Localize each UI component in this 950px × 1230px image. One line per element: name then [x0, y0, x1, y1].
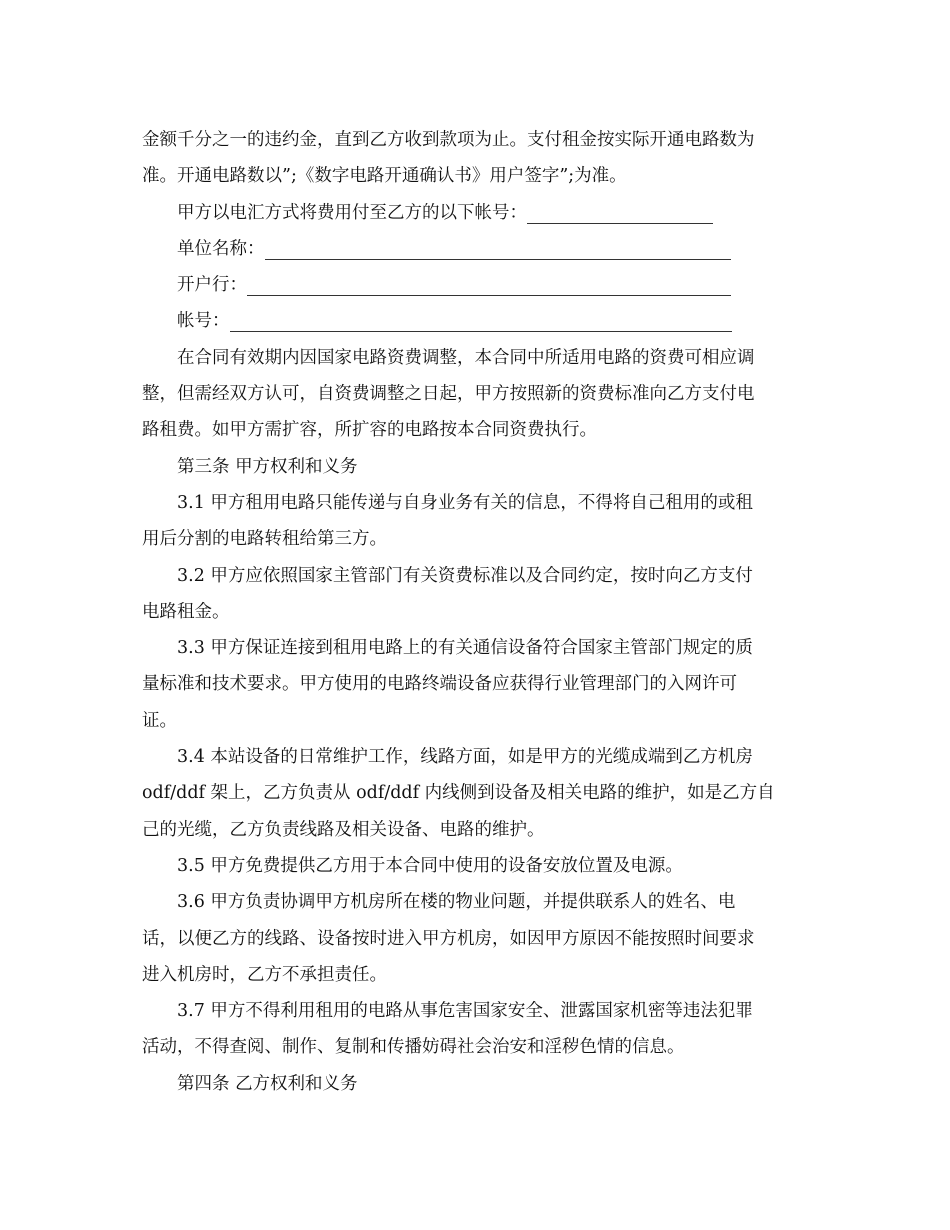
text-line: 在合同有效期内因国家电路资费调整，本合同中所适用电路的资费可相应调: [177, 347, 755, 368]
text-line: 3.4 本站设备的日常维护工作，线路方面，如是甲方的光缆成端到乙方机房: [177, 747, 753, 768]
text-line: 话，以便乙方的线路、设备按时进入甲方机房，如因甲方原因不能按照时间要求: [142, 928, 755, 949]
text-line: 己的光缆，乙方负责线路及相关设备、电路的维护。: [142, 819, 545, 840]
text-line: odf/ddf 架上，乙方负责从 odf/ddf 内线侧到设备及相关电路的维护，如是乙方自: [142, 783, 775, 804]
text-line: 金额千分之一的违约金，直到乙方收到款项为止。支付租金按实际开通电路数为: [142, 130, 755, 150]
paragraph-penalty: [142, 122, 812, 195]
clause-3-6: [142, 884, 812, 993]
paragraph-tariff-adjust: [142, 340, 812, 449]
text-line: 整，但需经双方认可，自资费调整之日起，甲方按照新的资费标准向乙方支付电: [142, 384, 755, 405]
contract-page: [142, 122, 812, 1102]
clause-3-2: [142, 558, 812, 631]
account-label: 帐号：: [177, 311, 230, 332]
clause-3-3: [142, 630, 812, 739]
text-line: 3.7 甲方不得利用租用的电路从事危害国家安全、泄露国家机密等违法犯罪: [177, 1001, 753, 1022]
text-line: 路租费。如甲方需扩容，所扩容的电路按本合同资费执行。: [142, 420, 597, 441]
unit-name-blank: [265, 237, 731, 260]
pay-account-line: [142, 195, 812, 231]
text-line: 3.3 甲方保证连接到租用电路上的有关通信设备符合国家主管部门规定的质: [177, 638, 753, 659]
text-line: 活动，不得查阅、制作、复制和传播妨碍社会治安和淫秽色情的信息。: [142, 1037, 685, 1058]
text-line: 量标准和技术要求。甲方使用的电路终端设备应获得行业管理部门的入网许可: [142, 674, 737, 695]
pay-account-blank: [527, 201, 713, 224]
clause-3-7: [142, 993, 812, 1066]
account-blank: [230, 309, 732, 332]
text-line: 电路租金。: [142, 601, 230, 622]
text-line: 进入机房时，乙方不承担责任。: [142, 964, 387, 985]
bank-line: [142, 267, 812, 303]
text-line: 3.2 甲方应依照国家主管部门有关资费标准以及合同约定，按时向乙方支付: [177, 565, 753, 586]
pay-account-label: 甲方以电汇方式将费用付至乙方的以下帐号：: [177, 202, 527, 223]
unit-name-label: 单位名称：: [177, 238, 265, 259]
text-line: 3.5 甲方免费提供乙方用于本合同中使用的设备安放位置及电源。: [177, 855, 683, 876]
clause-3-1: [142, 485, 812, 558]
text-line: 3.1 甲方租用电路只能传递与自身业务有关的信息，不得将自己租用的或租: [177, 492, 753, 513]
text-line: 准。开通电路数以”;《数字电路开通确认书》用户签字”;为准。: [142, 166, 627, 187]
bank-label: 开户行：: [177, 275, 247, 296]
unit-name-line: [142, 231, 812, 267]
article-3-heading: 第三条 甲方权利和义务: [177, 456, 358, 477]
text-line: 3.6 甲方负责协调甲方机房所在楼的物业问题，并提供联系人的姓名、电: [177, 892, 736, 913]
article-4-heading: 第四条 乙方权利和义务: [177, 1073, 358, 1094]
text-line: 用后分割的电路转租给第三方。: [142, 529, 387, 550]
text-line: 证。: [142, 710, 177, 731]
clause-3-4: [142, 739, 812, 848]
bank-blank: [247, 273, 731, 296]
clause-3-5: [142, 848, 812, 884]
account-line: [142, 303, 812, 339]
